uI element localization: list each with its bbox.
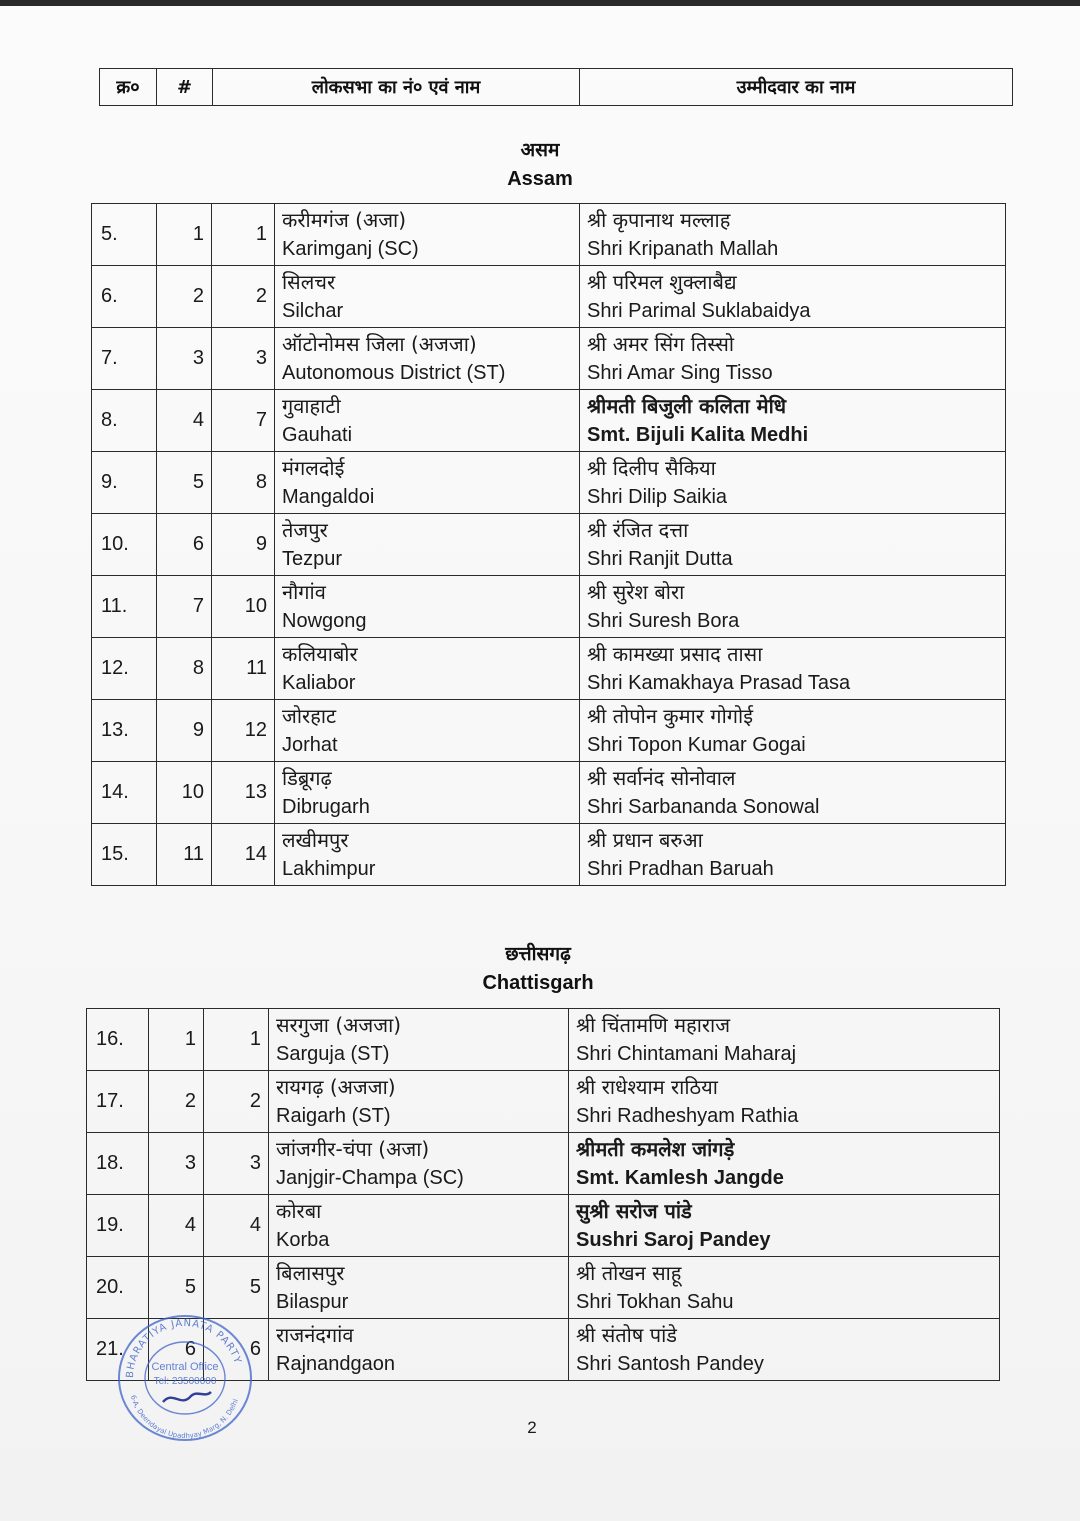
constituency-cell bbox=[275, 452, 580, 514]
candidate-cell bbox=[580, 762, 1006, 824]
serial-cell: 5. bbox=[92, 204, 157, 266]
header-row bbox=[100, 69, 1013, 106]
table-row bbox=[87, 1133, 1000, 1195]
assam-candidates-table bbox=[91, 203, 1006, 886]
table-row bbox=[87, 1071, 1000, 1133]
state-name-hindi: छत्तीसगढ़ bbox=[505, 943, 571, 965]
constituency-cell bbox=[269, 1071, 569, 1133]
constituency-name-english: Gauhati bbox=[282, 423, 353, 446]
constituency-number-cell: 2 bbox=[212, 266, 275, 328]
serial-cell: 9. bbox=[92, 452, 157, 514]
state-index-cell: 5 bbox=[149, 1257, 204, 1319]
constituency-name-english: Silchar bbox=[282, 299, 344, 322]
constituency-cell bbox=[275, 514, 580, 576]
constituency-cell bbox=[275, 328, 580, 390]
candidate-name-hindi: श्री सुरेश बोरा bbox=[587, 579, 685, 604]
constituency-name-hindi: करीमगंज (अजा) bbox=[282, 207, 407, 232]
seal-ring-text: BHARATIYA JANATA PARTY bbox=[124, 1317, 243, 1379]
state-name-english: Assam bbox=[507, 168, 573, 190]
candidate-name-hindi: श्री सर्वानंद सोनोवाल bbox=[587, 765, 736, 790]
constituency-number-cell: 14 bbox=[212, 824, 275, 886]
column-header-table bbox=[99, 68, 1013, 106]
candidate-name-english: Shri Sarbananda Sonowal bbox=[587, 795, 820, 818]
candidate-name-english: Shri Radheshyam Rathia bbox=[576, 1104, 799, 1127]
constituency-name-english: Karimganj (SC) bbox=[282, 237, 419, 260]
constituency-name-hindi: गुवाहाटी bbox=[282, 393, 341, 418]
candidate-name-hindi: श्री तोखन साहू bbox=[576, 1260, 682, 1285]
constituency-name-english: Janjgir-Champa (SC) bbox=[276, 1166, 464, 1189]
constituency-name-hindi: रायगढ़ (अजजा) bbox=[276, 1074, 396, 1099]
candidate-cell bbox=[569, 1133, 1000, 1195]
constituency-name-english: Bilaspur bbox=[276, 1290, 349, 1313]
candidate-cell bbox=[569, 1071, 1000, 1133]
candidate-name-hindi: श्री संतोष पांडे bbox=[576, 1322, 677, 1347]
state-index-cell: 2 bbox=[157, 266, 212, 328]
candidate-cell bbox=[580, 638, 1006, 700]
constituency-name-hindi: बिलासपुर bbox=[276, 1260, 345, 1285]
constituency-name-hindi: राजनंदगांव bbox=[276, 1322, 354, 1347]
constituency-cell bbox=[275, 266, 580, 328]
candidate-name-hindi: श्री चिंतामणि महाराज bbox=[576, 1012, 731, 1037]
table-row bbox=[87, 1257, 1000, 1319]
candidate-name-hindi: श्री अमर सिंग तिस्सो bbox=[587, 331, 735, 356]
state-index-cell: 1 bbox=[149, 1009, 204, 1071]
candidate-name-english: Shri Kamakhaya Prasad Tasa bbox=[587, 671, 851, 694]
section-title-assam bbox=[440, 136, 640, 194]
serial-cell: 21. bbox=[87, 1319, 149, 1381]
candidate-name-english: Smt. Bijuli Kalita Medhi bbox=[587, 423, 809, 446]
page-top-edge bbox=[0, 0, 1080, 6]
state-index-cell: 10 bbox=[157, 762, 212, 824]
table-row bbox=[92, 390, 1006, 452]
candidate-name-hindi: सुश्री सरोज पांडे bbox=[576, 1198, 692, 1223]
candidate-name-english: Shri Parimal Suklabaidya bbox=[587, 299, 811, 322]
serial-cell: 16. bbox=[87, 1009, 149, 1071]
candidate-cell bbox=[580, 824, 1006, 886]
constituency-name-hindi: कोरबा bbox=[276, 1198, 322, 1223]
constituency-name-english: Sarguja (ST) bbox=[276, 1042, 390, 1065]
constituency-name-hindi: जोरहाट bbox=[282, 703, 337, 728]
constituency-name-hindi: लखीमपुर bbox=[282, 827, 349, 852]
candidate-name-hindi: श्री कामख्या प्रसाद तासा bbox=[587, 641, 763, 666]
constituency-number-cell: 8 bbox=[212, 452, 275, 514]
constituency-cell bbox=[275, 762, 580, 824]
constituency-cell bbox=[275, 390, 580, 452]
constituency-cell bbox=[269, 1009, 569, 1071]
serial-cell: 19. bbox=[87, 1195, 149, 1257]
constituency-number-cell: 3 bbox=[212, 328, 275, 390]
table-row bbox=[92, 266, 1006, 328]
constituency-name-hindi: तेजपुर bbox=[282, 517, 328, 542]
candidate-cell bbox=[580, 266, 1006, 328]
table-row bbox=[92, 328, 1006, 390]
serial-cell: 15. bbox=[92, 824, 157, 886]
header-candidate: उम्मीदवार का नाम bbox=[580, 69, 1013, 106]
candidate-cell bbox=[580, 204, 1006, 266]
candidate-name-hindi: श्रीमती कमलेश जांगड़े bbox=[576, 1136, 735, 1161]
candidate-name-english: Shri Ranjit Dutta bbox=[587, 547, 733, 570]
constituency-name-english: Kaliabor bbox=[282, 671, 356, 694]
constituency-number-cell: 10 bbox=[212, 576, 275, 638]
serial-cell: 17. bbox=[87, 1071, 149, 1133]
state-index-cell: 3 bbox=[157, 328, 212, 390]
table-row bbox=[87, 1195, 1000, 1257]
page-number: 2 bbox=[527, 1418, 537, 1437]
state-index-cell: 3 bbox=[149, 1133, 204, 1195]
candidate-name-english: Shri Amar Sing Tisso bbox=[587, 361, 773, 384]
candidate-cell bbox=[569, 1257, 1000, 1319]
candidate-name-hindi: श्री कृपानाथ मल्लाह bbox=[587, 207, 731, 232]
serial-cell: 13. bbox=[92, 700, 157, 762]
candidate-cell bbox=[569, 1009, 1000, 1071]
constituency-name-english: Jorhat bbox=[282, 733, 338, 756]
table-row bbox=[92, 638, 1006, 700]
constituency-cell bbox=[275, 576, 580, 638]
candidate-name-english: Shri Suresh Bora bbox=[587, 609, 740, 632]
state-index-cell: 2 bbox=[149, 1071, 204, 1133]
seal-center-line1: Central Office bbox=[151, 1361, 219, 1373]
candidate-name-english: Shri Chintamani Maharaj bbox=[576, 1042, 797, 1065]
state-index-cell: 4 bbox=[149, 1195, 204, 1257]
constituency-name-english: Mangaldoi bbox=[282, 485, 375, 508]
constituency-cell bbox=[275, 204, 580, 266]
constituency-number-cell: 11 bbox=[212, 638, 275, 700]
constituency-cell bbox=[269, 1257, 569, 1319]
constituency-number-cell: 4 bbox=[204, 1195, 269, 1257]
serial-cell: 14. bbox=[92, 762, 157, 824]
candidate-cell bbox=[580, 576, 1006, 638]
state-index-cell: 1 bbox=[157, 204, 212, 266]
candidate-name-english: Shri Topon Kumar Gogai bbox=[587, 733, 806, 756]
table-row bbox=[92, 700, 1006, 762]
state-index-cell: 8 bbox=[157, 638, 212, 700]
table-row bbox=[92, 514, 1006, 576]
serial-cell: 6. bbox=[92, 266, 157, 328]
constituency-number-cell: 12 bbox=[212, 700, 275, 762]
serial-cell: 20. bbox=[87, 1257, 149, 1319]
table-row bbox=[92, 204, 1006, 266]
constituency-name-english: Dibrugarh bbox=[282, 795, 370, 818]
candidate-name-hindi: श्रीमती बिजुली कलिता मेधि bbox=[587, 393, 787, 418]
state-name-english: Chattisgarh bbox=[482, 972, 594, 994]
serial-cell: 10. bbox=[92, 514, 157, 576]
constituency-number-cell: 6 bbox=[204, 1319, 269, 1381]
constituency-name-english: Tezpur bbox=[282, 547, 343, 570]
candidate-cell bbox=[580, 452, 1006, 514]
constituency-name-hindi: कलियाबोर bbox=[282, 641, 358, 666]
table-row bbox=[92, 576, 1006, 638]
constituency-number-cell: 13 bbox=[212, 762, 275, 824]
constituency-cell bbox=[275, 824, 580, 886]
candidate-name-hindi: श्री परिमल शुक्लाबैद्य bbox=[587, 269, 737, 294]
serial-cell: 18. bbox=[87, 1133, 149, 1195]
constituency-number-cell: 5 bbox=[204, 1257, 269, 1319]
party-office-seal bbox=[115, 1312, 255, 1444]
candidate-name-english: Shri Tokhan Sahu bbox=[576, 1290, 734, 1313]
state-index-cell: 7 bbox=[157, 576, 212, 638]
serial-cell: 7. bbox=[92, 328, 157, 390]
constituency-name-english: Autonomous District (ST) bbox=[282, 361, 506, 384]
table-row bbox=[87, 1009, 1000, 1071]
constituency-name-english: Nowgong bbox=[282, 609, 367, 632]
header-serial: क्र० bbox=[100, 69, 157, 106]
constituency-name-english: Korba bbox=[276, 1228, 330, 1251]
table-row bbox=[92, 762, 1006, 824]
constituency-number-cell: 1 bbox=[212, 204, 275, 266]
candidate-name-hindi: श्री रंजित दत्ता bbox=[587, 517, 689, 542]
candidate-cell bbox=[580, 328, 1006, 390]
candidate-name-english: Shri Dilip Saikia bbox=[587, 485, 728, 508]
constituency-number-cell: 3 bbox=[204, 1133, 269, 1195]
seal-bottom-text: 6-A, Deendayal Upadhyay Marg, N. Delhi bbox=[128, 1394, 240, 1441]
candidate-name-english: Shri Kripanath Mallah bbox=[587, 237, 779, 260]
table-row bbox=[92, 824, 1006, 886]
candidate-name-english: Shri Pradhan Baruah bbox=[587, 857, 774, 880]
candidate-name-hindi: श्री दिलीप सैकिया bbox=[587, 455, 716, 480]
serial-cell: 12. bbox=[92, 638, 157, 700]
candidate-name-english: Shri Santosh Pandey bbox=[576, 1352, 764, 1375]
section-title-chhattisgarh bbox=[438, 940, 638, 998]
state-index-cell: 5 bbox=[157, 452, 212, 514]
state-index-cell: 6 bbox=[149, 1319, 204, 1381]
state-index-cell: 9 bbox=[157, 700, 212, 762]
constituency-name-hindi: ऑटोनोमस जिला (अजजा) bbox=[282, 331, 477, 356]
constituency-name-hindi: जांजगीर-चंपा (अजा) bbox=[276, 1136, 430, 1161]
constituency-name-english: Lakhimpur bbox=[282, 857, 376, 880]
state-index-cell: 11 bbox=[157, 824, 212, 886]
state-index-cell: 6 bbox=[157, 514, 212, 576]
candidate-name-english: Smt. Kamlesh Jangde bbox=[576, 1166, 784, 1189]
candidate-cell bbox=[580, 514, 1006, 576]
candidate-cell bbox=[580, 390, 1006, 452]
constituency-name-english: Raigarh (ST) bbox=[276, 1104, 391, 1127]
candidate-name-english: Sushri Saroj Pandey bbox=[576, 1228, 771, 1251]
seal-center-line2: Tel: 23500000 bbox=[153, 1376, 217, 1387]
constituency-number-cell: 2 bbox=[204, 1071, 269, 1133]
constituency-name-hindi: डिब्रूगढ़ bbox=[282, 765, 332, 790]
constituency-name-hindi: सिलचर bbox=[282, 269, 336, 294]
constituency-cell bbox=[269, 1195, 569, 1257]
candidate-name-hindi: श्री राधेश्याम राठिया bbox=[576, 1074, 718, 1099]
signature-scribble bbox=[163, 1392, 211, 1402]
constituency-cell bbox=[275, 638, 580, 700]
table-row bbox=[92, 452, 1006, 514]
header-hash: # bbox=[157, 69, 213, 106]
candidate-cell bbox=[569, 1195, 1000, 1257]
constituency-cell bbox=[269, 1133, 569, 1195]
serial-cell: 11. bbox=[92, 576, 157, 638]
candidate-name-hindi: श्री प्रधान बरुआ bbox=[587, 827, 703, 852]
candidate-cell bbox=[580, 700, 1006, 762]
constituency-name-hindi: मंगलदोई bbox=[282, 455, 345, 480]
constituency-cell bbox=[269, 1319, 569, 1381]
constituency-name-hindi: नौगांव bbox=[282, 579, 326, 604]
candidate-cell bbox=[569, 1319, 1000, 1381]
constituency-name-hindi: सरगुजा (अजजा) bbox=[276, 1012, 402, 1037]
constituency-number-cell: 7 bbox=[212, 390, 275, 452]
constituency-number-cell: 9 bbox=[212, 514, 275, 576]
constituency-cell bbox=[275, 700, 580, 762]
constituency-name-english: Rajnandgaon bbox=[276, 1352, 395, 1375]
state-index-cell: 4 bbox=[157, 390, 212, 452]
header-constituency: लोकसभा का नं० एवं नाम bbox=[213, 69, 580, 106]
serial-cell: 8. bbox=[92, 390, 157, 452]
constituency-number-cell: 1 bbox=[204, 1009, 269, 1071]
state-name-hindi: असम bbox=[520, 139, 560, 161]
candidate-name-hindi: श्री तोपोन कुमार गोगोई bbox=[587, 703, 754, 728]
